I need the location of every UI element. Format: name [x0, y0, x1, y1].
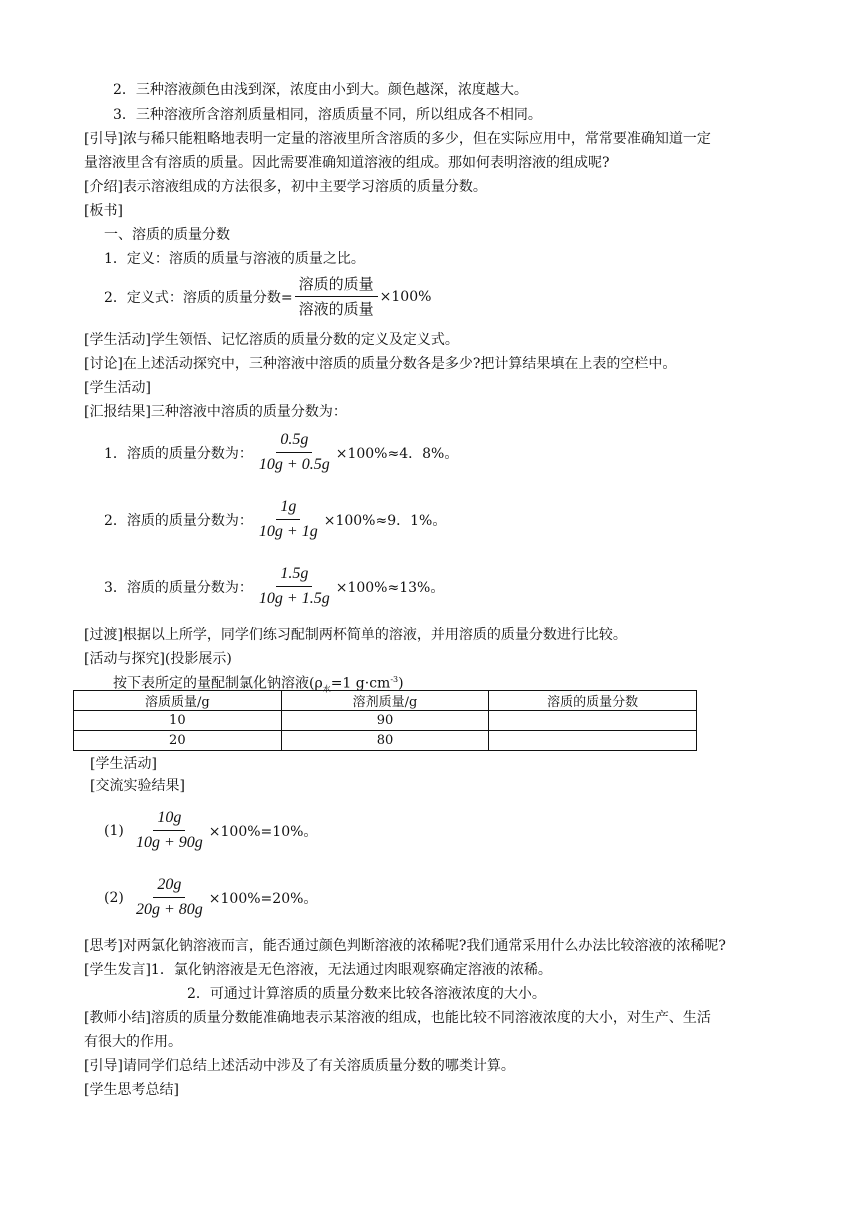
table-cell: 20	[74, 731, 282, 751]
text-line: [引导]请同学们总结上述活动中涉及了有关溶质质量分数的哪类计算。	[84, 1058, 515, 1074]
fraction	[255, 430, 334, 475]
text-line: [学生活动]	[90, 756, 157, 772]
result-formula	[104, 497, 446, 542]
text-line: [交流实验结果]	[90, 778, 185, 794]
table-cell: 80	[281, 731, 489, 751]
text-line: [过渡]根据以上所学，同学们练习配制两杯简单的溶液，并用溶质的质量分数进行比较。	[84, 627, 627, 643]
definition-formula	[104, 274, 431, 319]
table-header: 溶剂质量/g	[281, 691, 489, 711]
formula-suffix: ×100%=20%。	[208, 890, 318, 907]
denominator: 溶液的质量	[298, 300, 374, 318]
solution-table	[73, 690, 697, 751]
numerator: 1.5g	[276, 564, 312, 587]
text-line: [学生活动]	[84, 380, 151, 396]
table-header: 溶质质量/g	[74, 691, 282, 711]
formula-suffix: ×100%=10%。	[208, 823, 318, 840]
text-line: 有很大的作用。	[84, 1034, 182, 1050]
text-line: [活动与探究](投影展示)	[84, 651, 232, 667]
text-line: [学生思考总结]	[84, 1082, 179, 1098]
table-cell	[489, 711, 697, 731]
numerator: 0.5g	[276, 430, 312, 453]
denominator: 20g + 80g	[136, 901, 203, 918]
formula-prefix: (1)	[104, 822, 124, 839]
table-cell	[489, 731, 697, 751]
numerator: 10g	[153, 808, 185, 831]
text-line: 2．三种溶液颜色由浅到深，浓度由小到大。颜色越深，浓度越大。	[113, 82, 528, 98]
table-row	[74, 711, 697, 731]
text-line: 2．可通过计算溶质的质量分数来比较各溶液浓度的大小。	[187, 986, 546, 1002]
denominator: 10g + 1.5g	[258, 590, 330, 607]
denominator: 10g + 0.5g	[258, 456, 330, 473]
formula-prefix: 3．溶质的质量分数为：	[104, 579, 253, 596]
denominator: 10g + 90g	[136, 834, 203, 851]
text-line: 量溶液里含有溶质的质量。因此需要准确知道溶液的组成。那如何表明溶液的组成呢?	[84, 155, 610, 171]
formula-prefix: 2．溶质的质量分数为：	[104, 512, 253, 529]
formula-suffix: ×100%≈9．1%。	[323, 512, 447, 529]
table-row	[74, 731, 697, 751]
text-line: [汇报结果]三种溶液中溶质的质量分数为：	[84, 404, 347, 420]
result-formula	[104, 430, 458, 475]
text-line: [学生发言]1．氯化钠溶液是无色溶液，无法通过肉眼观察确定溶液的浓稀。	[84, 962, 552, 978]
table-cell: 90	[281, 711, 489, 731]
text-line: [教师小结]溶质的质量分数能准确地表示某溶液的组成，也能比较不同溶液浓度的大小，对生产、生活	[84, 1010, 711, 1026]
text-line: [学生活动]学生领悟、记忆溶质的质量分数的定义及定义式。	[84, 332, 459, 348]
text-line: [板书]	[84, 203, 123, 219]
text-line: [介绍]表示溶液组成的方法很多，初中主要学习溶质的质量分数。	[84, 179, 487, 195]
table-caption: 按下表所定的量配制氯化钠溶液($\rho_水=1$ $g\cdot cm^{-3}$)	[113, 675, 404, 694]
text-line: 1．定义：溶质的质量与溶液的质量之比。	[104, 251, 365, 267]
text-line: 3．三种溶液所含溶剂质量相同，溶质质量不同，所以组成各不相同。	[113, 107, 542, 123]
section-heading: 一、溶质的质量分数	[104, 227, 230, 243]
numerator: 20g	[153, 875, 185, 898]
exchange-formula	[104, 875, 317, 920]
table-cell: 10	[74, 711, 282, 731]
denominator: 10g + 1g	[258, 523, 318, 540]
text-line: [思考]对两氯化钠溶液而言，能否通过颜色判断溶液的浓稀呢?我们通常采用什么办法比较溶液的浓稀呢?	[84, 938, 726, 954]
fraction	[255, 497, 322, 542]
text-line: [引导]浓与稀只能粗略地表明一定量的溶液里所含溶质的多少，但在实际应用中，常常要准确知道一定	[84, 131, 711, 147]
fraction	[132, 808, 207, 853]
fraction	[295, 274, 378, 319]
formula-prefix: 1．溶质的质量分数为：	[104, 445, 253, 462]
formula-suffix: ×100%	[379, 288, 432, 305]
formula-prefix: 2．定义式：溶质的质量分数=	[104, 289, 293, 306]
table-header: 溶质的质量分数	[489, 691, 697, 711]
numerator: 1g	[276, 497, 300, 520]
formula-suffix: ×100%≈4．8%。	[335, 445, 459, 462]
exchange-formula	[104, 808, 317, 853]
result-formula	[104, 564, 444, 609]
formula-suffix: ×100%≈13%。	[335, 579, 445, 596]
fraction	[255, 564, 334, 609]
fraction	[132, 875, 207, 920]
numerator: 溶质的质量	[295, 274, 378, 297]
formula-prefix: (2)	[104, 889, 124, 906]
text-line: [讨论]在上述活动探究中，三种溶液中溶质的质量分数各是多少?把计算结果填在上表的空栏中。	[84, 356, 677, 372]
table-header-row	[74, 691, 697, 711]
